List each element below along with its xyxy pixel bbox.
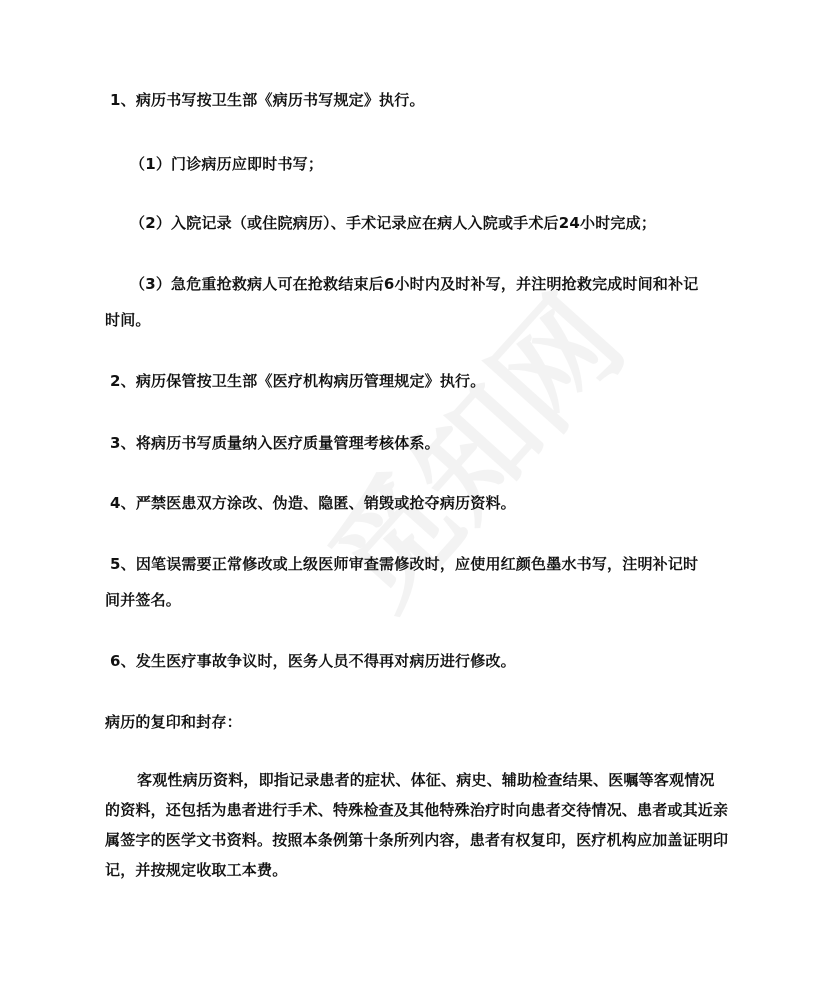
section-heading: 病历的复印和封存： [105, 713, 242, 731]
rule-subitem-3: （3）急危重抢救病人可在抢救结束后6小时内及时补写，并注明抢救完成时间和补记 [130, 275, 699, 293]
rule-item-4: 4、严禁医患双方涂改、伪造、隐匿、销毁或抢夺病历资料。 [110, 494, 516, 512]
body-paragraph [105, 765, 729, 885]
rule-item-5-cont: 间并签名。 [105, 591, 182, 609]
rule-item-5: 5、因笔误需要正常修改或上级医师审查需修改时，应使用红颜色墨水书写，注明补记时 [110, 555, 699, 573]
rule-item-6: 6、发生医疗事故争议时，医务人员不得再对病历进行修改。 [110, 652, 516, 670]
rule-subitem-1: （1）门诊病历应即时书写； [130, 155, 324, 173]
rule-item-3: 3、将病历书写质量纳入医疗质量管理考核体系。 [110, 434, 440, 452]
body-paragraph-text: 客观性病历资料，即指记录患者的症状、体征、病史、辅助检查结果、医嘱等客观情况的资料，还包括为患者进行手术、特殊检查及其他特殊治疗时向患者交待情况、患者或其近亲属签字的医学文书资料。按照本条例第十条所列内容，患者有权复印，医疗机构应加盖证明印记，并按规定收取工本费。 [105, 771, 729, 879]
rule-subitem-3-cont: 时间。 [105, 311, 151, 329]
rule-item-2: 2、病历保管按卫生部《医疗机构病历管理规定》执行。 [110, 372, 486, 390]
rule-item-1: 1、病历书写按卫生部《病历书写规定》执行。 [110, 91, 425, 109]
rule-subitem-2: （2）入院记录（或住院病历）、手术记录应在病人入院或手术后24小时完成； [130, 214, 657, 232]
